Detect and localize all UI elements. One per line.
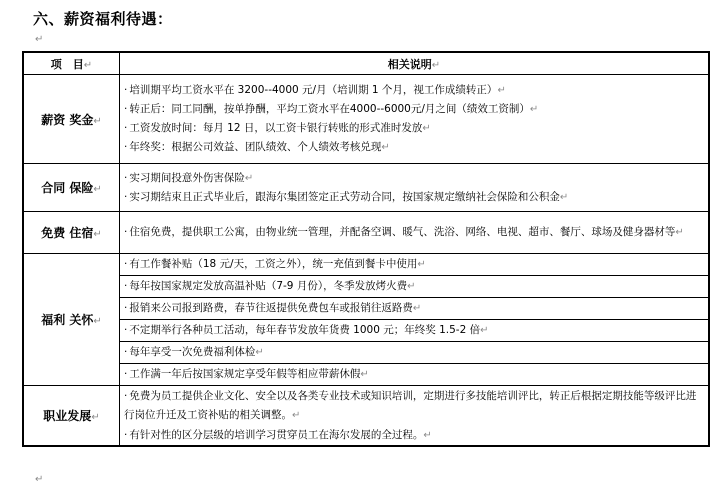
paragraph-mark-icon: ↵ xyxy=(412,303,422,314)
header-item: 项 目↵ xyxy=(23,52,120,75)
paragraph-mark-icon: ↵ xyxy=(417,259,426,270)
row-label-contract: 合同 保险↵ xyxy=(23,164,120,212)
table-row-welfare xyxy=(23,254,709,386)
paragraph-mark-icon: ↵ xyxy=(93,184,102,195)
paragraph-mark-icon: ↵ xyxy=(35,34,44,45)
paragraph-mark-icon: ↵ xyxy=(292,410,301,421)
row-desc-career xyxy=(120,386,710,447)
paragraph-mark-icon: ↵ xyxy=(559,191,569,203)
paragraph-mark-icon: ↵ xyxy=(422,123,431,134)
paragraph-mark-icon: ↵ xyxy=(255,347,264,358)
paragraph-mark-icon: ↵ xyxy=(360,369,369,380)
header-description: 相关说明↵ xyxy=(120,52,710,75)
paragraph-mark-icon: ↵ xyxy=(83,59,93,71)
row-label-welfare: 福利 关怀↵ xyxy=(23,254,120,386)
list-item: · 工作满一年后按国家规定享受年假等相应带薪休假↵ xyxy=(124,368,369,380)
paragraph-mark-icon: ↵ xyxy=(93,229,102,240)
paragraph-mark-icon: ↵ xyxy=(93,316,102,327)
list-item: · 年终奖：根据公司效益、团队绩效、个人绩效考核兑现↵ xyxy=(124,141,390,153)
table-row-housing xyxy=(23,212,709,254)
table-row-salary xyxy=(23,75,709,164)
list-item: · 培训期平均工资水平在 3200--4000 元/月（培训期 1 个月，视工作成绩转正）↵ xyxy=(124,84,506,96)
paragraph-mark-icon: ↵ xyxy=(497,85,506,96)
paragraph-mark-icon: ↵ xyxy=(675,227,684,238)
row-desc-housing xyxy=(120,212,710,254)
list-item: · 住宿免费，提供职工公寓，由物业统一管理，并配备空调、暖气、洗浴、网络、电视、超市、餐厅、球场及健身器材等↵ xyxy=(124,226,684,238)
paragraph-mark-icon: ↵ xyxy=(431,59,441,71)
paragraph-mark-icon: ↵ xyxy=(480,325,489,336)
list-item: · 每年享受一次免费福利体检↵ xyxy=(120,342,708,364)
benefits-table xyxy=(22,51,710,447)
list-item: · 每年按国家规定发放高温补贴（7-9 月份），冬季发放烤火费↵ xyxy=(120,276,708,298)
paragraph-mark-icon: ↵ xyxy=(91,412,100,423)
list-item: · 转正后：同工同酬，按单挣酬，平均工资水平在4000--6000元/月之间（绩效工资制）↵ xyxy=(124,103,539,115)
list-item: · 有工作餐补贴（18 元/天，工资之外），统一充值到餐卡中使用↵ xyxy=(120,254,708,276)
table-row-contract xyxy=(23,164,709,212)
table-header-row xyxy=(23,52,709,75)
list-item: · 不定期举行各种员工活动，每年春节发放年货费 1000 元；年终奖 1.5-2 倍↵ xyxy=(120,320,708,342)
paragraph-mark-icon: ↵ xyxy=(244,172,254,184)
paragraph-mark-icon: ↵ xyxy=(381,142,390,153)
table-row-career xyxy=(23,386,709,447)
list-item: · 实习期结束且正式毕业后，跟海尔集团签定正式劳动合同，按国家规定缴纳社会保险和公积金↵ xyxy=(124,190,569,203)
paragraph-mark-icon: ↵ xyxy=(423,430,432,441)
row-desc-welfare xyxy=(120,254,710,386)
list-item: · 报销来公司报到路费，春节往返提供免费包车或报销往返路费↵ xyxy=(120,298,708,320)
row-label-salary: 薪资 奖金↵ xyxy=(23,75,120,164)
list-item: · 工资发放时间：每月 12 日，以工资卡银行转账的形式准时发放↵ xyxy=(124,122,431,134)
paragraph-mark-icon: ↵ xyxy=(93,115,102,127)
list-item: · 有针对性的区分层级的培训学习贯穿员工在海尔发展的全过程。↵ xyxy=(124,429,432,441)
paragraph-mark-icon: ↵ xyxy=(529,104,539,115)
row-label-career: 职业发展↵ xyxy=(23,386,120,447)
section-heading: 六、薪资福利待遇： xyxy=(33,10,173,28)
list-item: · 实习期间投意外伤害保险↵ xyxy=(124,171,254,184)
paragraph-mark-icon: ↵ xyxy=(35,474,44,485)
paragraph-mark-icon: ↵ xyxy=(407,281,416,292)
row-label-housing: 免费 住宿↵ xyxy=(23,212,120,254)
row-desc-contract xyxy=(120,164,710,212)
list-item: · 免费为员工提供企业文化、安全以及各类专业技术或知识培训，定期进行多技能培训评比，转正后根据定期技能等级评比进行岗位升迁及工资补贴的相关调整。↵ xyxy=(124,390,697,421)
row-desc-salary xyxy=(120,75,710,164)
